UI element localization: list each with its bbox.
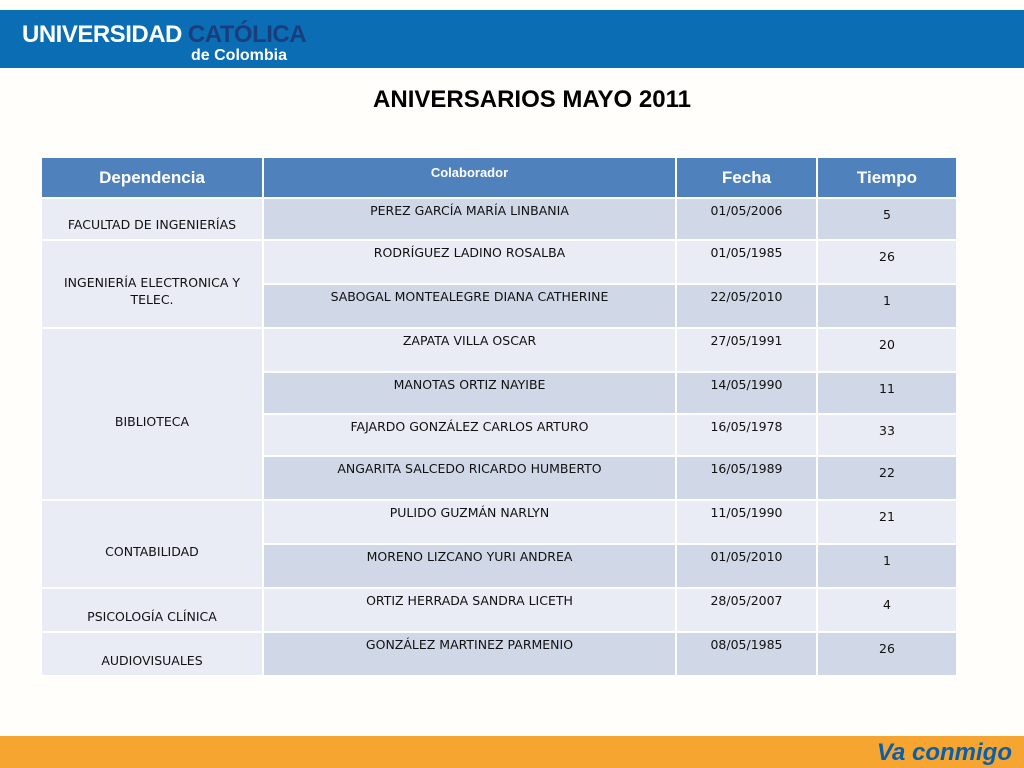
fecha-cell: 08/05/1985 <box>676 632 817 676</box>
tiempo-cell: 1 <box>817 544 957 588</box>
logo-line2: de Colombia <box>191 47 288 64</box>
dependencia-cell: FACULTAD DE INGENIERÍAS <box>41 198 263 240</box>
header-bar <box>0 10 1024 68</box>
table-row <box>41 240 957 284</box>
colaborador-cell: ORTIZ HERRADA SANDRA LICETH <box>263 588 676 632</box>
tiempo-cell: 21 <box>817 500 957 544</box>
table-header-row <box>41 157 957 198</box>
footer-bar <box>0 736 1024 768</box>
colaborador-cell: GONZÁLEZ MARTINEZ PARMENIO <box>263 632 676 676</box>
logo-word-catolica: CATÓLICA <box>187 21 307 48</box>
fecha-cell: 16/05/1989 <box>676 456 817 500</box>
anniversaries-table <box>40 156 958 677</box>
tiempo-cell: 1 <box>817 284 957 328</box>
university-logo <box>0 10 310 68</box>
tiempo-cell: 4 <box>817 588 957 632</box>
fecha-cell: 01/05/1985 <box>676 240 817 284</box>
tiempo-cell: 33 <box>817 414 957 456</box>
table-row <box>41 198 957 240</box>
colaborador-cell: ANGARITA SALCEDO RICARDO HUMBERTO <box>263 456 676 500</box>
fecha-cell: 28/05/2007 <box>676 588 817 632</box>
colaborador-cell: PULIDO GUZMÁN NARLYN <box>263 500 676 544</box>
colaborador-cell: RODRÍGUEZ LADINO ROSALBA <box>263 240 676 284</box>
tiempo-cell: 11 <box>817 372 957 414</box>
page-title: ANIVERSARIOS MAYO 2011 <box>373 86 691 113</box>
column-header-colaborador: Colaborador <box>263 157 676 198</box>
dependencia-cell: INGENIERÍA ELECTRONICA Y TELEC. <box>41 240 263 328</box>
fecha-cell: 11/05/1990 <box>676 500 817 544</box>
fecha-cell: 22/05/2010 <box>676 284 817 328</box>
table-row <box>41 632 957 676</box>
tiempo-cell: 20 <box>817 328 957 372</box>
tiempo-cell: 26 <box>817 632 957 676</box>
colaborador-cell: MORENO LIZCANO YURI ANDREA <box>263 544 676 588</box>
fecha-cell: 14/05/1990 <box>676 372 817 414</box>
tiempo-cell: 26 <box>817 240 957 284</box>
column-header-dependencia: Dependencia <box>41 157 263 198</box>
dependencia-cell: BIBLIOTECA <box>41 328 263 500</box>
colaborador-cell: SABOGAL MONTEALEGRE DIANA CATHERINE <box>263 284 676 328</box>
dependencia-cell: CONTABILIDAD <box>41 500 263 588</box>
dependencia-cell: AUDIOVISUALES <box>41 632 263 676</box>
fecha-cell: 27/05/1991 <box>676 328 817 372</box>
column-header-tiempo: Tiempo <box>817 157 957 198</box>
slogan: Va conmigo <box>876 739 1012 766</box>
colaborador-cell: FAJARDO GONZÁLEZ CARLOS ARTURO <box>263 414 676 456</box>
logo-line1 <box>22 22 306 48</box>
table-row <box>41 500 957 544</box>
colaborador-cell: PEREZ GARCÍA MARÍA LINBANIA <box>263 198 676 240</box>
colaborador-cell: ZAPATA VILLA OSCAR <box>263 328 676 372</box>
fecha-cell: 01/05/2006 <box>676 198 817 240</box>
fecha-cell: 16/05/1978 <box>676 414 817 456</box>
table-row <box>41 328 957 372</box>
dependencia-cell: PSICOLOGÍA CLÍNICA <box>41 588 263 632</box>
column-header-fecha: Fecha <box>676 157 817 198</box>
table-row <box>41 588 957 632</box>
fecha-cell: 01/05/2010 <box>676 544 817 588</box>
colaborador-cell: MANOTAS ORTIZ NAYIBE <box>263 372 676 414</box>
tiempo-cell: 5 <box>817 198 957 240</box>
tiempo-cell: 22 <box>817 456 957 500</box>
logo-word-universidad: UNIVERSIDAD <box>22 21 182 48</box>
